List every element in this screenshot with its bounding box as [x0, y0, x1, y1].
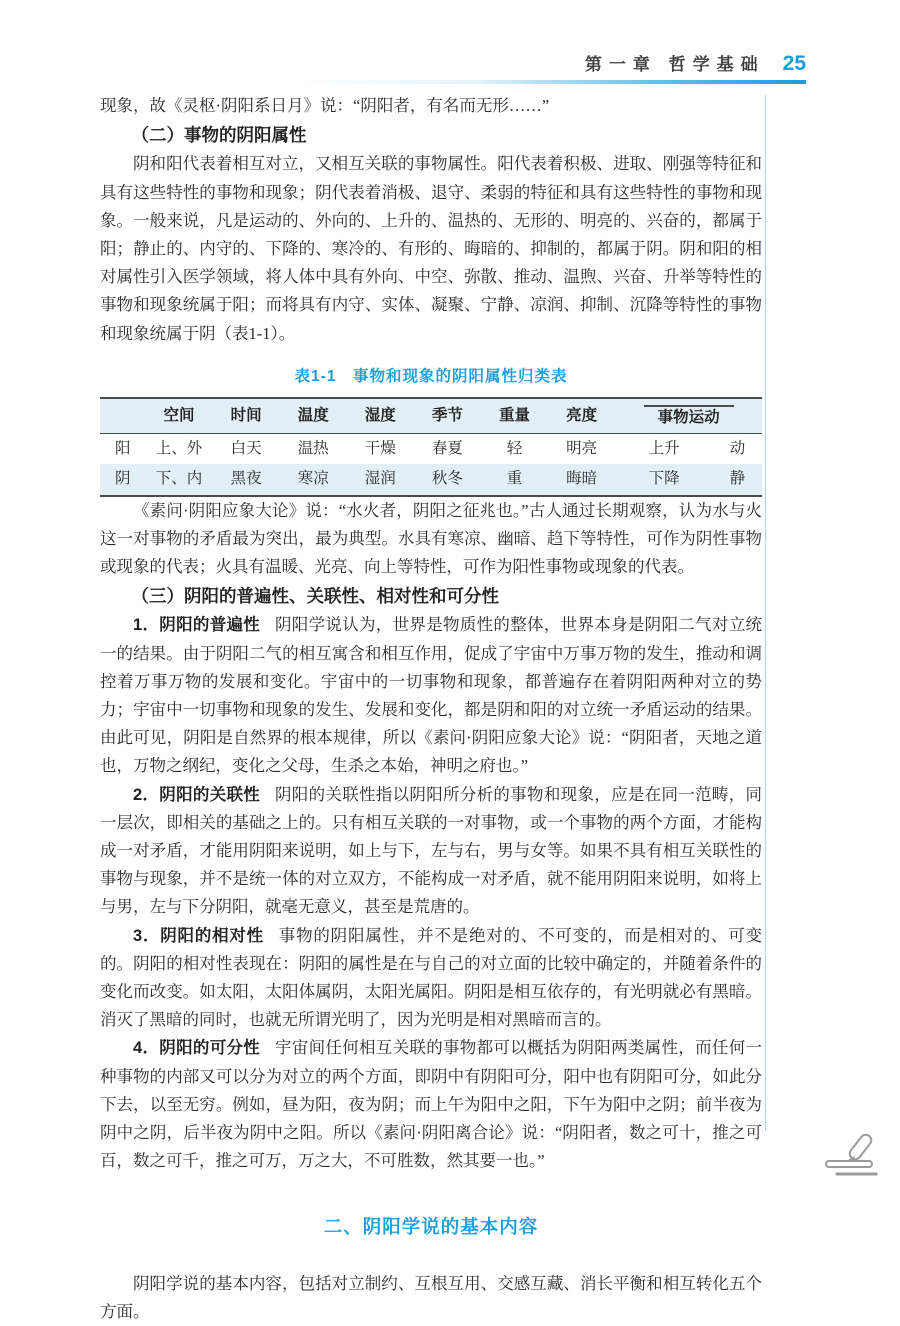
- table-cell: 动: [729, 439, 746, 457]
- table-cell: 重: [481, 464, 548, 496]
- section-heading-basic-content: 二、阴阳学说的基本内容: [323, 1216, 539, 1238]
- table-cell: 黑夜: [213, 464, 280, 496]
- table-cell: 阴: [100, 464, 145, 496]
- item-lead-universality: 1．阴阳的普遍性: [133, 616, 261, 635]
- table-title: 表1-1 事物和现象的阴阳属性归类表: [294, 367, 568, 385]
- table-cell: 湿润: [347, 464, 414, 496]
- main-text-column: [100, 92, 762, 1326]
- table-cell: 轻: [506, 439, 523, 457]
- chapter-title: 第一章 哲学基础: [584, 55, 765, 74]
- table-cell: 下、内: [145, 464, 212, 496]
- yinyang-attribute-table: [100, 397, 762, 497]
- table-group-header-label: 事物运动: [644, 405, 734, 426]
- paragraph-basic-content-intro: 阴阳学说的基本内容，包括对立制约、互根互用、交感互藏、消长平衡和相互转化五个方面。: [100, 1273, 762, 1321]
- table-cell: 下降: [615, 464, 713, 496]
- table-cell: 寒凉: [280, 464, 347, 496]
- item-text-relatedness: 阴阳的关联性指以阴阳所分析的事物和现象，应是在同一范畴，同一层次，即相关的基础之上的。只有相互关联的一对事物，或一个事物的两个方面，才能构成一对矛盾，才能用阴阳来说明，如上与下，左与右，男与女等。如果不具有相互关联性的事物与现象，并不是统一体的对立双方，不能构成一对矛盾，就不能用阴阳来说明，如将上与男，左与下分阴阳，就毫无意义，甚至是荒唐的。: [100, 784, 762, 917]
- table-header-cell-weight: 重量: [481, 398, 548, 433]
- table-row-yin: [100, 464, 762, 496]
- paragraph-intro-continuation: 现象，故《灵枢·阴阳系日月》说：“阴阳者，有名而无形……”: [100, 96, 550, 115]
- table-header-cell-blank: [100, 398, 145, 433]
- paragraph-water-fire: 《素问·阴阳应象大论》说：“水火者，阴阳之征兆也。”古人通过长期观察，认为水与火这一对事物的矛盾最为突出，最为典型。水具有寒凉、幽暗、趋下等特性，可作为阴性事物或现象的代表；火具有温暖、光亮、向上等特性，可作为阳性事物或现象的代表。: [100, 500, 762, 576]
- table-cell: 干燥: [364, 439, 396, 457]
- paragraph-divisibility: [100, 1034, 762, 1175]
- table-cell: 白天: [230, 439, 262, 457]
- right-margin-rule: [765, 95, 766, 1131]
- table-cell: 上、外: [155, 439, 203, 457]
- table-header-cell-time: 时间: [213, 398, 280, 433]
- table-cell: 秋冬: [414, 464, 481, 496]
- paragraph-universality: [100, 611, 762, 780]
- table-cell: 春夏: [431, 439, 463, 457]
- table-header-cell-season: 季节: [414, 398, 481, 433]
- table-cell: 静: [713, 464, 762, 496]
- table-row-yang: [100, 433, 762, 464]
- table-header-cell-space: 空间: [145, 398, 212, 433]
- running-header: [585, 50, 806, 76]
- table-header-row: [100, 398, 762, 433]
- header-gradient-rule: [300, 80, 806, 84]
- table-header-cell-brightness: 亮度: [548, 398, 615, 433]
- item-text-relativity: 事物的阴阳属性，并不是绝对的、不可变的，而是相对的、可变的。阴阳的相对性表现在：阴阳的属性是在与自己的对立面的比较中确定的，并随着条件的变化而改变。如太阳，太阳体属阴，太阳光属阳。阴阳是相互依存的，有光明就必有黑暗。消灭了黑暗的同时，也就无所谓光明了，因为光明是相对黑暗而言的。: [100, 925, 763, 1030]
- heading-section-3: （三）阴阳的普遍性、关联性、相对性和可分性: [131, 586, 499, 607]
- item-text-universality: 阴阳学说认为，世界是物质性的整体，世界本身是阴阳二气对立统一的结果。由于阴阳二气的相互寓含和相互作用，促成了宇宙中万事万物的发生，推动和调控着万事万物的发展和变化。宇宙中的一切事物和现象，都普遍存在着阴阳两种对立的势力；宇宙中一切事物和现象的发生、发展和变化，都是阴和阳的对立统一矛盾运动的结果。由此可见，阴阳是自然界的根本规律，所以《素问·阴阳应象大论》说：“阴阳者，天地之道也，万物之纲纪，变化之父母，生杀之本始，神明之府也。”: [100, 615, 762, 776]
- table-cell: 上升: [648, 439, 680, 457]
- paragraph-relatedness: [100, 781, 762, 922]
- page-number: 25: [782, 52, 806, 75]
- table-header-cell-motion-group: [615, 398, 762, 433]
- item-lead-relatedness: 2．阴阳的关联性: [133, 785, 261, 804]
- table-cell: 明亮: [566, 439, 598, 457]
- table-cell: 阳: [114, 439, 131, 457]
- table-header-cell-temperature: 温度: [280, 398, 347, 433]
- table-cell: 晦暗: [548, 464, 615, 496]
- item-lead-divisibility: 4．阴阳的可分性: [133, 1039, 261, 1058]
- table-header-cell-humidity: 湿度: [347, 398, 414, 433]
- paragraph-relativity: [100, 922, 762, 1035]
- item-lead-relativity: 3．阴阳的相对性: [133, 926, 264, 945]
- paragraph-yinyang-attributes: 阴和阳代表着相互对立，又相互关联的事物属性。阳代表着积极、进取、刚强等特征和具有这些特性的事物和现象；阴代表着消极、退守、柔弱的特征和具有这些特性的事物和现象。一般来说，凡是运动的、外向的、上升的、温热的、无形的、明亮的、兴奋的，都属于阳；静止的、内守的、下降的、寒冷的、有形的、晦暗的、抑制的，都属于阴。阴和阳的相对属性引入医学领域，将人体中具有外向、中空、弥散、推动、温煦、兴奋、升举等特性的事物和现象统属于阳；而将具有内守、实体、凝聚、宁静、凉润、抑制、沉降等特性的事物和现象统属于阴（表1-1）。: [100, 154, 762, 343]
- heading-section-2: （二）事物的阴阳属性: [131, 125, 307, 146]
- table-cell: 温热: [297, 439, 329, 457]
- pencil-writing-icon: [822, 1132, 884, 1184]
- item-text-divisibility: 宇宙间任何相互关联的事物都可以概括为阴阳两类属性，而任何一种事物的内部又可以分为对立的两个方面，即阴中有阴阳可分，阳中也有阴阳可分，如此分下去，以至无穷。例如，昼为阳，夜为阴；而上午为阳中之阳，下午为阳中之阴；前半夜为阴中之阴，后半夜为阴中之阳。所以《素问·阴阳离合论》说：“阴阳者，数之可十，推之可百，数之可千，推之可万，万之大，不可胜数，然其要一也。”: [100, 1038, 762, 1171]
